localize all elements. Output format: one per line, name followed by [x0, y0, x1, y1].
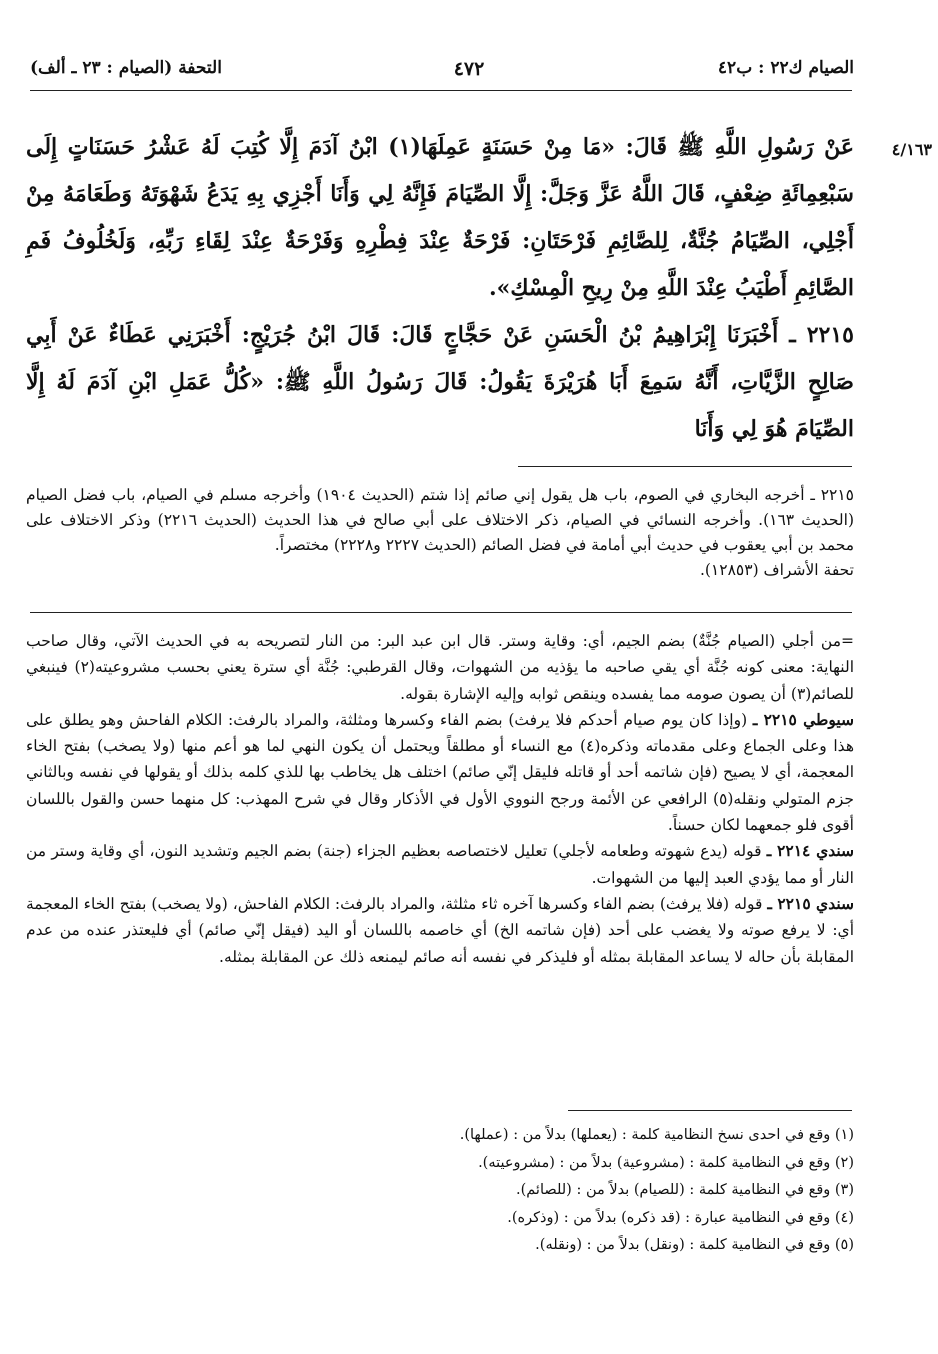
header-chapter-ref: الصيام ك٢٢ : ب٤٢	[717, 58, 854, 78]
commentary-paragraph	[26, 891, 854, 970]
margin-reference: ٤/١٦٣	[891, 140, 932, 159]
header-tuhfa-ref: التحفة (الصيام : ٢٣ ـ ألف)	[30, 58, 222, 78]
hadith-number: ٢٢١٥ ـ	[789, 322, 854, 348]
takhrij-tuhfa-ref: تحفة الأشراف (١٢٨٥٣).	[699, 561, 854, 579]
commentary-text: قوله (فلا يرفث) بضم الفاء وكسرها آخره ثاء مثلثة، والمراد بالرفث: الكلام الفاحش، (ولا يصخب) بفتح الخاء المعجمة أي: لا يرفع صوته ولا يغضب على أحد (فإن شاتمه الخ) أي خاصمه باللسان أو اليد (فيقل إنّي صائم) أي فليعتذر عنده من عدم المقابلة بأن حاله لا يساعد المقابلة بمثله أو فليذكر في نفسه أنه صائم ليمنعه ذلك عن المقابلة بمثله.	[26, 894, 854, 966]
commentary-text: =من أجلي (الصيام جُنَّةٌ) بضم الجيم، أي: وقاية وستر. قال ابن عبد البر: من النار لتصريحه به في الحديث الآتي، وقال صاحب النهاية: معنى كونه جُنَّة أي يقي صاحبه ما يؤذيه من الشهوات، وقال القرطبي: جُنَّة أي سترة يعني بحسب مشروعيته(٢) فينبغي للصائم(٣) أن يصون صومه مما يفسده وينقص ثوابه وإليه الإشارة بقوله.	[26, 632, 855, 703]
commentary-paragraph	[26, 628, 854, 707]
footnote: (٢) وقع في النظامية كلمة : (مشروعية) بدلاً من : (مشروعيته).	[478, 1154, 854, 1171]
takhrij-rule	[518, 466, 852, 467]
page-number: ٤٧٢	[453, 58, 485, 80]
footnote: (٣) وقع في النظامية كلمة : (للصيام) بدلاً من : (للصائم).	[516, 1182, 854, 1198]
takhrij-block	[26, 483, 854, 583]
hadith-paragraph	[26, 124, 854, 312]
commentary-lead: سندي ٢٢١٥ ـ	[767, 893, 854, 913]
footnotes-rule	[568, 1110, 852, 1111]
commentary-lead: سندي ٢٢١٤ ـ	[766, 841, 855, 861]
header-rule	[30, 90, 852, 91]
commentary-paragraph	[26, 838, 854, 891]
footnote: (١) وقع في احدى نسخ النظامية كلمة : (يعملها) بدلاً من : (عملها).	[459, 1127, 854, 1143]
commentary-rule	[30, 612, 852, 613]
hadith-text-block	[26, 124, 854, 453]
hadith-text: أَخْبَرَنَا إِبْرَاهِيمُ بْنُ الْحَسَنِ عَنْ حَجَّاجٍ قَالَ: قَالَ ابْنُ جُرَيْجٍ: أَخْبَرَنِي عَطَاءٌ عَنْ أَبِي صَالِحٍ الزَّيَّاتِ، أَنَّهُ سَمِعَ أَبَا هُرَيْرَةَ يَقُولُ: قَالَ رَسُولُ اللَّهِ ﷺ: «كُلُّ عَمَلِ ابْنِ آدَمَ لَهُ إِلَّا الصِّيَامَ هُوَ لِي وَأَنَا	[26, 322, 854, 442]
footnotes-block	[334, 1122, 854, 1260]
commentary-text: (وإذا كان يوم صيام أحدكم فلا يرفث) بضم الفاء وكسرها ومثلثة، والمراد بالرفث: الكلام الفاحش وهو يطلق على هذا وعلى الجماع وعلى مقدماته وذكره(٤) مع النساء أو مطلقاً ويحتمل أن يكون النهي لما هو أعم منها (ولا يصخب) بفتح الخاء المعجمة، أي لا يصيح (فإن شاتمه أحد أو قاتله فليقل إنّي صائم) اختلف هل يخاطب بها للذي كلمه بذلك أو يقولها في نفسه وبالثاني جزم المتولي ونقله(٥) الرافعي عن الأئمة ورجح النووي الأول في الأذكار وقال في شرح المهذب: كل منهما حسن والقول باللسان أقوى فلو جمعهما لكان حسناً.	[26, 710, 854, 835]
commentary-text: قوله (يدع شهوته وطعامه لأجلي) تعليل لاختصاصه بعظيم الجزاء (جنة) بضم الجيم وتشديد النون، أي وقاية وستر من النار أو مما يؤدي العبد إليها من الشهوات.	[26, 842, 854, 887]
commentary-paragraph	[26, 707, 854, 838]
takhrij-text: ٢٢١٥ ـ أخرجه البخاري في الصوم، باب هل يقول إني صائم إذا شتم (الحديث ١٩٠٤) وأخرجه مسلم في الصيام، باب فضل الصيام (الحديث ١٦٣). وأخرجه النسائي في الصيام، ذكر الاختلاف على أبي صالح في هذا الحديث (الحديث ٢٢١٦) وذكر الاختلاف على محمد بن أبي يعقوب في حديث أبي أمامة في فضل الصائم (الحديث ٢٢٢٧ و٢٢٢٨) مختصراً.	[26, 486, 854, 554]
hadith-text: عَنْ رَسُولِ اللَّهِ ﷺ قَالَ: «مَا مِنْ حَسَنَةٍ عَمِلَهَا(١) ابْنُ آدَمَ إِلَّا كُتِبَ لَهُ عَشْرُ حَسَنَاتٍ إِلَى سَبْعِمِائَةِ ضِعْفٍ، قَالَ اللَّهُ عَزَّ وَجَلَّ: إِلَّا الصِّيَامَ فَإِنَّهُ لِي وَأَنَا أَجْزِي بِهِ يَدَعُ شَهْوَتَهُ وَطَعَامَهُ مِنْ أَجْلِي، الصِّيَامُ جُنَّةٌ، لِلصَّائِمِ فَرْحَتَانِ: فَرْحَةٌ عِنْدَ فِطْرِهِ وَفَرْحَةٌ عِنْدَ لِقَاءِ رَبِّهِ، وَلَخُلُوفُ فَمِ الصَّائِمِ أَطْيَبُ عِنْدَ اللَّهِ مِنْ رِيحِ الْمِسْكِ».	[26, 134, 854, 301]
footnote: (٤) وقع في النظامية عبارة : (قد ذكره) بدلاً من : (وذكره).	[507, 1209, 854, 1226]
commentary-block	[26, 628, 854, 970]
footnote: (٥) وقع في النظامية كلمة : (ونقل) بدلاً من : (ونقله).	[535, 1237, 854, 1253]
hadith-paragraph	[26, 312, 854, 453]
commentary-lead: سيوطي ٢٢١٥ ـ	[752, 709, 854, 729]
